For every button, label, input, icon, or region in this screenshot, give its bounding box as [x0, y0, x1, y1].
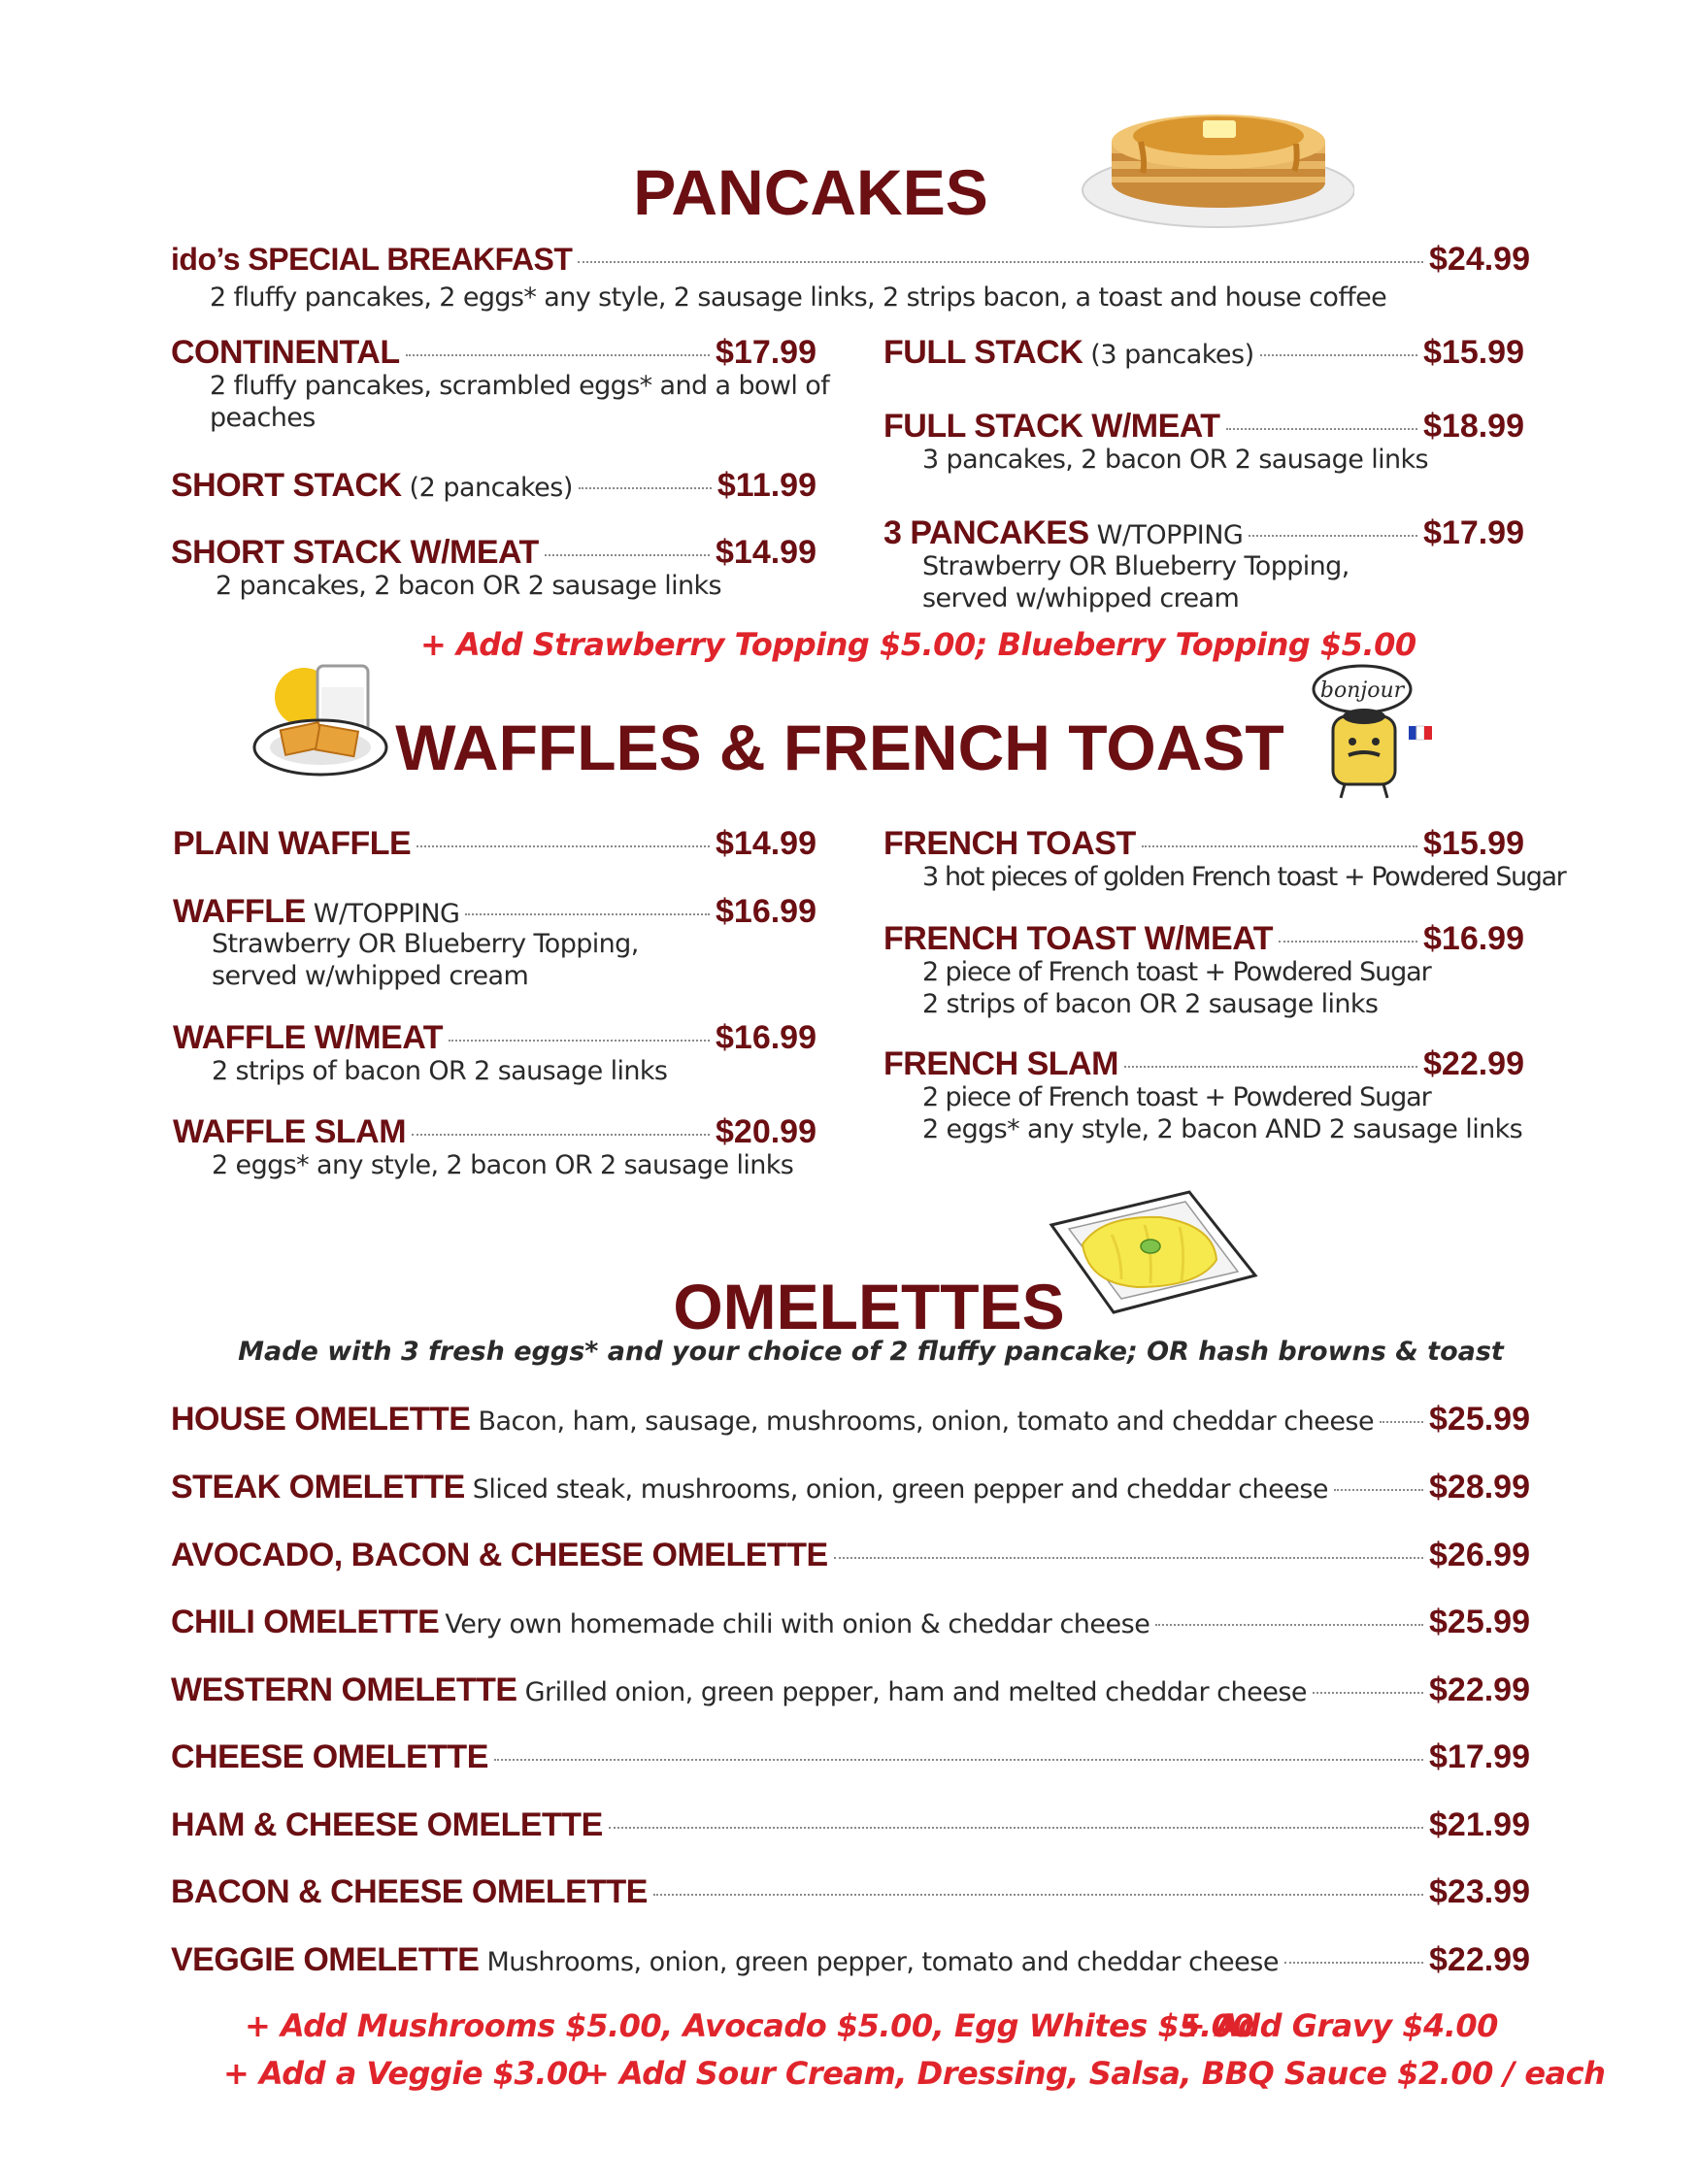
item-name: FRENCH TOAST W/MEAT: [883, 920, 1273, 957]
leader-dots: [1334, 1489, 1423, 1491]
item-note: Sliced steak, mushrooms, onion, green pepper and cheddar cheese: [472, 1474, 1329, 1505]
item-name: FULL STACK W/MEAT: [883, 408, 1220, 445]
omelettes-addon: + Add Sour Cream, Dressing, Salsa, BBQ Sauce $2.00 / each: [583, 2055, 1606, 2092]
item-price: $24.99: [1429, 241, 1530, 278]
item-price: $18.99: [1423, 408, 1524, 445]
menu-item: [171, 467, 816, 505]
item-name: CHILI OMELETTE: [171, 1604, 440, 1640]
leader-dots: [1380, 1421, 1423, 1423]
item-price: $21.99: [1429, 1806, 1530, 1843]
leader-dots: [1260, 354, 1417, 356]
item-price: $14.99: [716, 534, 816, 571]
item-description: 2 pancakes, 2 bacon OR 2 sausage links: [216, 571, 722, 601]
menu-item: [171, 1806, 1530, 1844]
leader-dots: [653, 1894, 1423, 1896]
menu-item: [883, 334, 1524, 372]
omelettes-addon: + Add a Veggie $3.00: [223, 2055, 589, 2092]
leader-dots: [834, 1557, 1423, 1559]
item-name: ido’s SPECIAL BREAKFAST: [171, 242, 573, 277]
menu-item: [173, 893, 816, 931]
item-name: AVOCADO, BACON & CHEESE OMELETTE: [171, 1537, 828, 1573]
menu-item: [173, 825, 816, 863]
leader-dots: [1279, 941, 1417, 943]
item-description: Strawberry OR Blueberry Topping, served w/whipped cream: [212, 929, 639, 991]
menu-item: [171, 1941, 1530, 1979]
leader-dots: [406, 354, 710, 356]
item-description: 2 piece of French toast + Powdered Sugar 2 eggs* any style, 2 bacon AND 2 sausage links: [922, 1082, 1523, 1144]
pancakes-title: PANCAKES: [633, 156, 988, 228]
leader-dots: [494, 1759, 1423, 1761]
item-description: 3 pancakes, 2 bacon OR 2 sausage links: [922, 445, 1429, 475]
item-name: FULL STACK: [883, 334, 1083, 371]
leader-dots: [1124, 1066, 1417, 1068]
waffles-title: WAFFLES & FRENCH TOAST: [395, 711, 1284, 783]
menu-item: [173, 1019, 816, 1057]
leader-dots: [1284, 1962, 1423, 1964]
item-note: Grilled onion, green pepper, ham and melted cheddar cheese: [524, 1677, 1308, 1707]
item-price: $22.99: [1429, 1671, 1530, 1708]
item-name: WAFFLE: [173, 893, 306, 930]
menu-item: [171, 1873, 1530, 1911]
item-name: CHEESE OMELETTE: [171, 1738, 488, 1775]
leader-dots: [465, 913, 710, 915]
menu-item: [171, 1537, 1530, 1574]
item-description: 2 fluffy pancakes, scrambled eggs* and a bowl of peaches: [210, 371, 830, 433]
item-name: WAFFLE SLAM: [173, 1113, 407, 1150]
bonjour-text: bonjour: [1319, 678, 1405, 703]
menu-item: [171, 534, 816, 572]
item-note: W/TOPPING: [313, 899, 460, 929]
item-price: $16.99: [1423, 920, 1524, 957]
leader-dots: [545, 554, 710, 556]
item-description: 2 piece of French toast + Powdered Sugar 2 strips of bacon OR 2 sausage links: [922, 957, 1431, 1019]
leader-dots: [1226, 428, 1417, 430]
leader-dots: [1313, 1692, 1423, 1694]
item-price: $26.99: [1429, 1537, 1530, 1573]
item-name: STEAK OMELETTE: [171, 1469, 465, 1506]
item-name: HOUSE OMELETTE: [171, 1401, 471, 1438]
leader-dots: [1155, 1624, 1423, 1626]
item-description: 2 strips of bacon OR 2 sausage links: [212, 1056, 668, 1086]
item-description: 2 eggs* any style, 2 bacon OR 2 sausage links: [212, 1150, 794, 1180]
item-price: $16.99: [716, 893, 816, 930]
item-price: $22.99: [1429, 1941, 1530, 1978]
item-price: $23.99: [1429, 1873, 1530, 1910]
item-note: (2 pancakes): [409, 473, 573, 503]
leader-dots: [579, 487, 712, 489]
item-description: Strawberry OR Blueberry Topping, served w/whipped cream: [922, 551, 1349, 613]
item-note: Bacon, ham, sausage, mushrooms, onion, tomato and cheddar cheese: [478, 1406, 1375, 1437]
item-price: $28.99: [1429, 1469, 1530, 1506]
item-price: $16.99: [716, 1019, 816, 1056]
item-note: W/TOPPING: [1096, 520, 1244, 550]
menu-item: [171, 1738, 1530, 1776]
bonjour-toast-icon: [1306, 660, 1442, 806]
item-name: BACON & CHEESE OMELETTE: [171, 1873, 648, 1910]
menu-item-special: [171, 241, 1530, 279]
item-description: 2 fluffy pancakes, 2 eggs* any style, 2 sausage links, 2 strips bacon, a toast and house coffee: [210, 282, 1387, 313]
item-name: 3 PANCAKES: [883, 514, 1089, 551]
item-name: WAFFLE W/MEAT: [173, 1019, 444, 1056]
item-note: Mushrooms, onion, green pepper, tomato and cheddar cheese: [486, 1947, 1279, 1977]
item-name: SHORT STACK: [171, 467, 402, 504]
omelettes-addon: + Add Mushrooms $5.00, Avocado $5.00, Egg Whites $5.00: [245, 2007, 1254, 2044]
item-price: $17.99: [1423, 514, 1524, 551]
menu-item: [883, 408, 1524, 446]
menu-item: [171, 1401, 1530, 1439]
leader-dots: [412, 1134, 710, 1136]
item-price: $11.99: [716, 467, 816, 504]
menu-item: [883, 1045, 1524, 1083]
leader-dots: [578, 261, 1423, 263]
leader-dots: [416, 845, 710, 847]
omelettes-addon: + Add Gravy $4.00: [1180, 2007, 1498, 2044]
menu-item: [883, 825, 1524, 863]
item-name: SHORT STACK W/MEAT: [171, 534, 539, 571]
item-name: FRENCH SLAM: [883, 1045, 1118, 1082]
item-price: $20.99: [716, 1113, 816, 1150]
item-price: $22.99: [1423, 1045, 1524, 1082]
menu-item: [173, 1113, 816, 1151]
item-description: 3 hot pieces of golden French toast + Powdered Sugar: [922, 862, 1566, 892]
item-name: CONTINENTAL: [171, 334, 400, 371]
item-note: Very own homemade chili with onion & cheddar cheese: [445, 1609, 1150, 1639]
leader-dots: [609, 1827, 1423, 1829]
item-name: FRENCH TOAST: [883, 825, 1136, 862]
item-price: $25.99: [1429, 1401, 1530, 1438]
item-name: VEGGIE OMELETTE: [171, 1941, 480, 1978]
leader-dots: [1142, 845, 1417, 847]
menu-item: [171, 1469, 1530, 1506]
menu-item: [171, 1671, 1530, 1709]
item-price: $17.99: [1429, 1738, 1530, 1775]
item-price: $15.99: [1423, 334, 1524, 371]
menu-item: [171, 334, 816, 372]
item-price: $17.99: [716, 334, 816, 371]
omelettes-title: OMELETTES: [673, 1271, 1065, 1342]
item-price: $25.99: [1429, 1604, 1530, 1640]
menu-item: [883, 514, 1524, 552]
menu-item: [883, 920, 1524, 958]
menu-item: [171, 1604, 1530, 1641]
item-name: HAM & CHEESE OMELETTE: [171, 1806, 603, 1843]
pancake-stack-icon: [1073, 85, 1354, 231]
leader-dots: [449, 1040, 710, 1042]
item-name: WESTERN OMELETTE: [171, 1671, 517, 1708]
item-price: $14.99: [716, 825, 816, 862]
leader-dots: [1249, 535, 1417, 537]
item-name: PLAIN WAFFLE: [173, 825, 412, 862]
pancakes-addon: + Add Strawberry Topping $5.00; Blueberry Topping $5.00: [420, 626, 1416, 663]
omelettes-subtitle: Made with 3 fresh eggs* and your choice of 2 fluffy pancake; OR hash browns & toast: [238, 1337, 1504, 1367]
item-price: $15.99: [1423, 825, 1524, 862]
item-note: (3 pancakes): [1090, 340, 1254, 370]
